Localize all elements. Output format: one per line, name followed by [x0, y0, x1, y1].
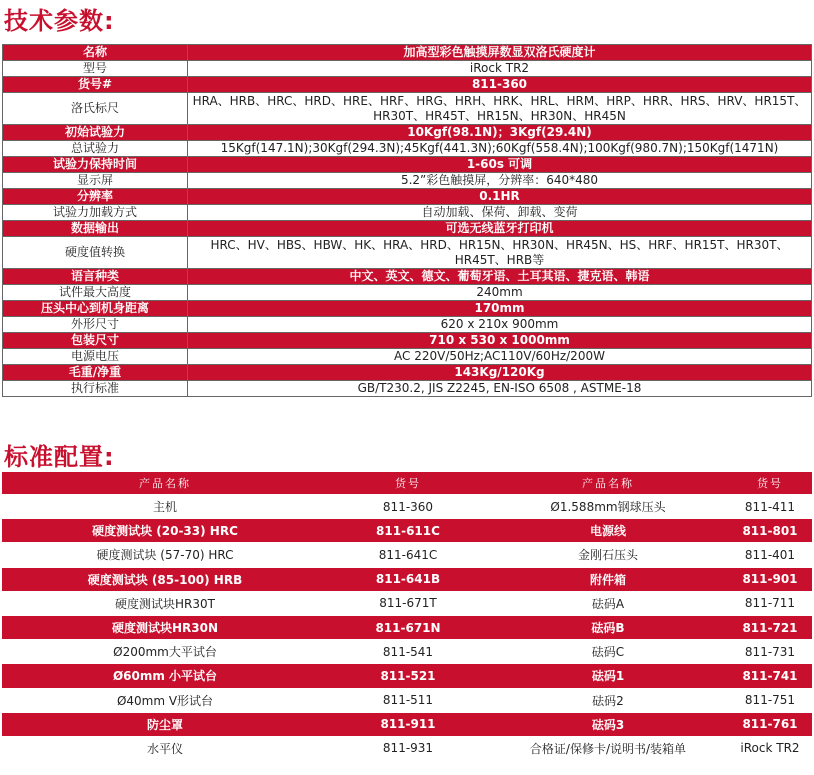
config-cell: 811-641C	[328, 543, 488, 567]
spec-row	[3, 269, 812, 285]
spec-row	[3, 61, 812, 77]
spec-label: 数据输出	[3, 221, 188, 237]
config-cell: Ø40mm V形试台	[2, 688, 328, 712]
config-header-cell: 产品名称	[488, 472, 728, 495]
spec-label: 硬度值转换	[3, 237, 188, 269]
config-row	[2, 543, 812, 567]
spec-label: 压头中心到机身距离	[3, 301, 188, 317]
config-header-cell: 产品名称	[2, 472, 328, 495]
config-cell: 811-641B	[328, 567, 488, 591]
config-cell: 砝码1	[488, 664, 728, 688]
config-cell: 硬度测试块 (85-100) HRB	[2, 567, 328, 591]
spec-row	[3, 125, 812, 141]
spec-row	[3, 301, 812, 317]
spec-label: 试验力加载方式	[3, 205, 188, 221]
config-header-cell: 货号	[728, 472, 812, 495]
config-cell: 砝码A	[488, 591, 728, 615]
config-cell: 811-751	[728, 688, 812, 712]
spec-row	[3, 365, 812, 381]
spec-value: 811-360	[188, 77, 812, 93]
config-cell: 811-401	[728, 543, 812, 567]
spec-value: 可选无线蓝牙打印机	[188, 221, 812, 237]
spec-value: iRock TR2	[188, 61, 812, 77]
config-cell: 电源线	[488, 519, 728, 543]
spec-label: 电源电压	[3, 349, 188, 365]
config-cell: 砝码2	[488, 688, 728, 712]
spec-label: 试验力保持时间	[3, 157, 188, 173]
spec-label: 语言种类	[3, 269, 188, 285]
config-row	[2, 591, 812, 615]
spec-label: 外形尺寸	[3, 317, 188, 333]
spec-row	[3, 333, 812, 349]
config-cell: 811-541	[328, 640, 488, 664]
spec-value: 自动加载、保荷、卸载、变荷	[188, 205, 812, 221]
config-cell: 硬度测试块HR30N	[2, 615, 328, 639]
spec-value: 10Kgf(98.1N)；3Kgf(29.4N)	[188, 125, 812, 141]
spec-value: 170mm	[188, 301, 812, 317]
spec-value: HRA、HRB、HRC、HRD、HRE、HRF、HRG、HRH、HRK、HRL、HRM、HRP、HRR、HRS、HRV、HR15T、HR30T、HR45T、HR15N、HR30N、HR45N	[188, 93, 812, 125]
config-cell: 811-901	[728, 567, 812, 591]
spec-value: 加高型彩色触摸屏数显双洛氏硬度计	[188, 45, 812, 61]
spec-row	[3, 157, 812, 173]
config-row	[2, 664, 812, 688]
spec-row	[3, 45, 812, 61]
spec-row	[3, 285, 812, 301]
config-row	[2, 495, 812, 519]
config-cell: 811-741	[728, 664, 812, 688]
config-cell: 811-911	[328, 712, 488, 736]
spec-label: 初始试验力	[3, 125, 188, 141]
spec-label: 分辨率	[3, 189, 188, 205]
config-heading: 标准配置:	[4, 443, 115, 471]
config-cell: 硬度测试块HR30T	[2, 591, 328, 615]
config-cell: Ø60mm 小平试台	[2, 664, 328, 688]
config-cell: 811-731	[728, 640, 812, 664]
spec-value: 15Kgf(147.1N);30Kgf(294.3N);45Kgf(441.3N);60Kgf(558.4N);100Kgf(980.7N);150Kgf(1471N)	[188, 141, 812, 157]
spec-value: 1-60s 可调	[188, 157, 812, 173]
spec-value: 710 x 530 x 1000mm	[188, 333, 812, 349]
config-row	[2, 567, 812, 591]
spec-label: 货号#	[3, 77, 188, 93]
spec-value: 0.1HR	[188, 189, 812, 205]
config-cell: 砝码B	[488, 615, 728, 639]
config-cell: 砝码C	[488, 640, 728, 664]
spec-row	[3, 381, 812, 397]
config-cell: 附件箱	[488, 567, 728, 591]
spec-value: 5.2”彩色触摸屏，分辨率：640*480	[188, 173, 812, 189]
config-row	[2, 688, 812, 712]
config-cell: 金刚石压头	[488, 543, 728, 567]
config-cell: 811-671T	[328, 591, 488, 615]
spec-label: 总试验力	[3, 141, 188, 157]
config-row	[2, 615, 812, 639]
config-cell: 811-411	[728, 495, 812, 519]
spec-table	[2, 44, 812, 397]
spec-label: 执行标准	[3, 381, 188, 397]
specs-heading: 技术参数:	[4, 7, 115, 35]
spec-row	[3, 237, 812, 269]
config-cell: iRock TR2	[728, 736, 812, 760]
spec-row	[3, 173, 812, 189]
spec-row	[3, 93, 812, 125]
spec-row	[3, 221, 812, 237]
config-cell: 811-671N	[328, 615, 488, 639]
config-row	[2, 640, 812, 664]
config-table	[2, 472, 812, 761]
spec-row	[3, 189, 812, 205]
spec-value: HRC、HV、HBS、HBW、HK、HRA、HRD、HR15N、HR30N、HR45N、HS、HRF、HR15T、HR30T、HR45T、HRB等	[188, 237, 812, 269]
spec-label: 洛氏标尺	[3, 93, 188, 125]
config-cell: Ø200mm大平试台	[2, 640, 328, 664]
config-cell: 水平仪	[2, 736, 328, 760]
spec-label: 显示屏	[3, 173, 188, 189]
spec-value: 240mm	[188, 285, 812, 301]
config-cell: 811-360	[328, 495, 488, 519]
config-cell: Ø1.588mm钢球压头	[488, 495, 728, 519]
config-cell: 硬度测试块 (57-70) HRC	[2, 543, 328, 567]
config-cell: 811-511	[328, 688, 488, 712]
config-row	[2, 519, 812, 543]
config-cell: 砝码3	[488, 712, 728, 736]
spec-label: 包装尺寸	[3, 333, 188, 349]
spec-row	[3, 141, 812, 157]
spec-row	[3, 77, 812, 93]
config-row	[2, 736, 812, 760]
config-cell: 合格证/保修卡/说明书/装箱单	[488, 736, 728, 760]
spec-row	[3, 317, 812, 333]
spec-value: 中文、英文、德文、葡萄牙语、土耳其语、捷克语、韩语	[188, 269, 812, 285]
spec-label: 名称	[3, 45, 188, 61]
config-row	[2, 712, 812, 736]
spec-value: GB/T230.2, JIS Z2245, EN-ISO 6508 , ASTME-18	[188, 381, 812, 397]
config-cell: 811-931	[328, 736, 488, 760]
config-cell: 811-721	[728, 615, 812, 639]
spec-row	[3, 349, 812, 365]
config-cell: 811-711	[728, 591, 812, 615]
config-cell: 811-801	[728, 519, 812, 543]
config-header-cell: 货号	[328, 472, 488, 495]
spec-value: 143Kg/120Kg	[188, 365, 812, 381]
spec-row	[3, 205, 812, 221]
config-cell: 防尘罩	[2, 712, 328, 736]
config-cell: 811-521	[328, 664, 488, 688]
spec-value: AC 220V/50Hz;AC110V/60Hz/200W	[188, 349, 812, 365]
config-cell: 811-611C	[328, 519, 488, 543]
spec-label: 试件最大高度	[3, 285, 188, 301]
spec-label: 型号	[3, 61, 188, 77]
spec-label: 毛重/净重	[3, 365, 188, 381]
config-cell: 硬度测试块 (20-33) HRC	[2, 519, 328, 543]
spec-value: 620 x 210x 900mm	[188, 317, 812, 333]
config-cell: 主机	[2, 495, 328, 519]
config-header-row	[2, 472, 812, 495]
config-cell: 811-761	[728, 712, 812, 736]
